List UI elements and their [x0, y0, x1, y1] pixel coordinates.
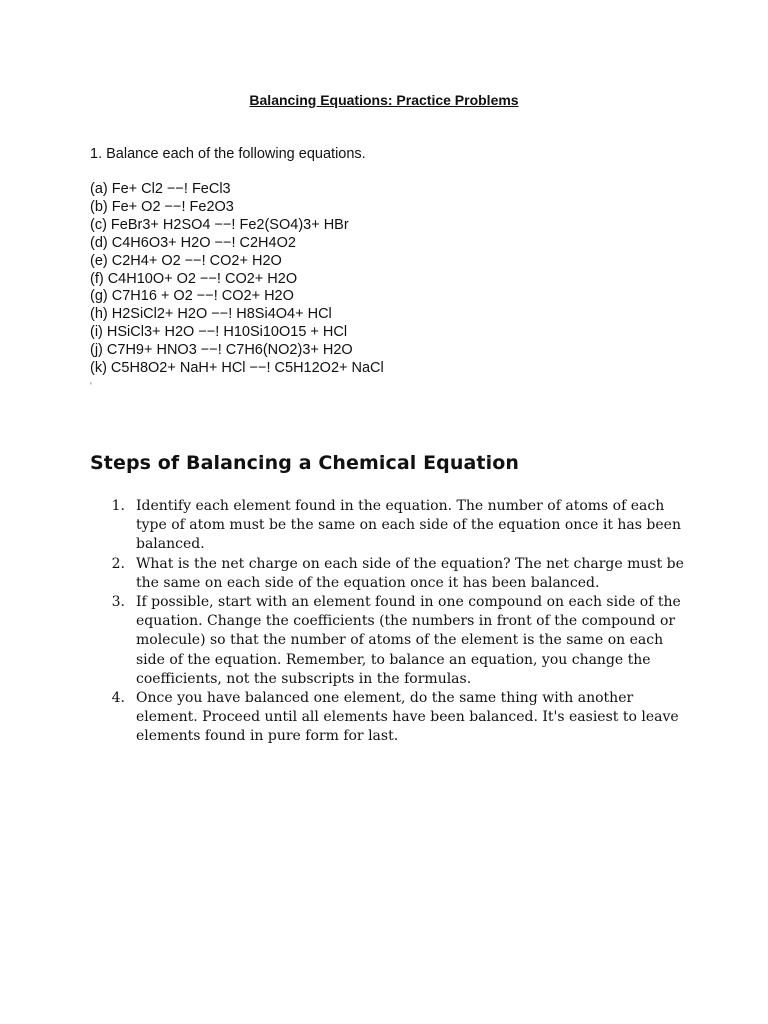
steps-list [90, 497, 690, 747]
problem-item: (a) Fe+ Cl2 −−! FeCl3 [90, 181, 231, 197]
problem-item: (b) Fe+ O2 −−! Fe2O3 [90, 198, 234, 215]
problem-item: (g) C7H16 + O2 −−! CO2+ H2O [90, 288, 294, 305]
steps-heading: Steps of Balancing a Chemical Equation [90, 452, 520, 474]
step-number: 2. [111, 555, 125, 572]
step-item [90, 497, 690, 555]
instruction-text: 1. Balance each of the following equations. [90, 146, 366, 162]
step-item [90, 689, 690, 747]
problem-item: (e) C2H4+ O2 −−! CO2+ H2O [90, 252, 282, 269]
step-text: Identify each element found in the equation. The number of atoms of each type of atom must be the same on each side of the equation once it has been balanced. [136, 498, 681, 553]
document-title: Balancing Equations: Practice Problems [249, 92, 519, 108]
problem-item: (k) C5H8O2+ NaH+ HCl −−! C5H12O2+ NaCl [90, 360, 384, 377]
problem-item: (f) C4H10O+ O2 −−! CO2+ H2O [90, 270, 298, 287]
step-text: What is the net charge on each side of the equation? The net charge must be the same on each side of the equation once it has been balanced. [136, 555, 684, 591]
problem-item: (j) C7H9+ HNO3 −−! C7H6(NO2)3+ H2O [90, 342, 353, 359]
problem-item: (i) HSiCl3+ H2O −−! H10Si10O15 + HCl [90, 324, 348, 341]
step-number: 3. [111, 594, 125, 611]
problem-item: (h) H2SiCl2+ H2O −−! H8Si4O4+ HCl [90, 306, 332, 323]
step-number: 1. [111, 498, 125, 514]
stray-mark: ' [90, 381, 92, 391]
step-item [90, 555, 690, 593]
step-text: If possible, start with an element found in one compound on each side of the equation. Change the coefficients (the numbers in front of the compound or molecule) so that the number of atoms of the element is the same on each side of the equation. Remember, to balance an equation, you change the coefficients, not the subscripts in the formulas. [136, 594, 681, 687]
step-text: Once you have balanced one element, do the same thing with another element. Proceed until all elements have been balanced. It's easiest to leave elements found in pure form for last. [136, 690, 679, 745]
step-number: 4. [111, 690, 125, 707]
problem-list [90, 181, 384, 378]
problem-item: (d) C4H6O3+ H2O −−! C2H4O2 [90, 234, 296, 251]
step-item [90, 593, 690, 689]
problem-item: (c) FeBr3+ H2SO4 −−! Fe2(SO4)3+ HBr [90, 216, 349, 233]
